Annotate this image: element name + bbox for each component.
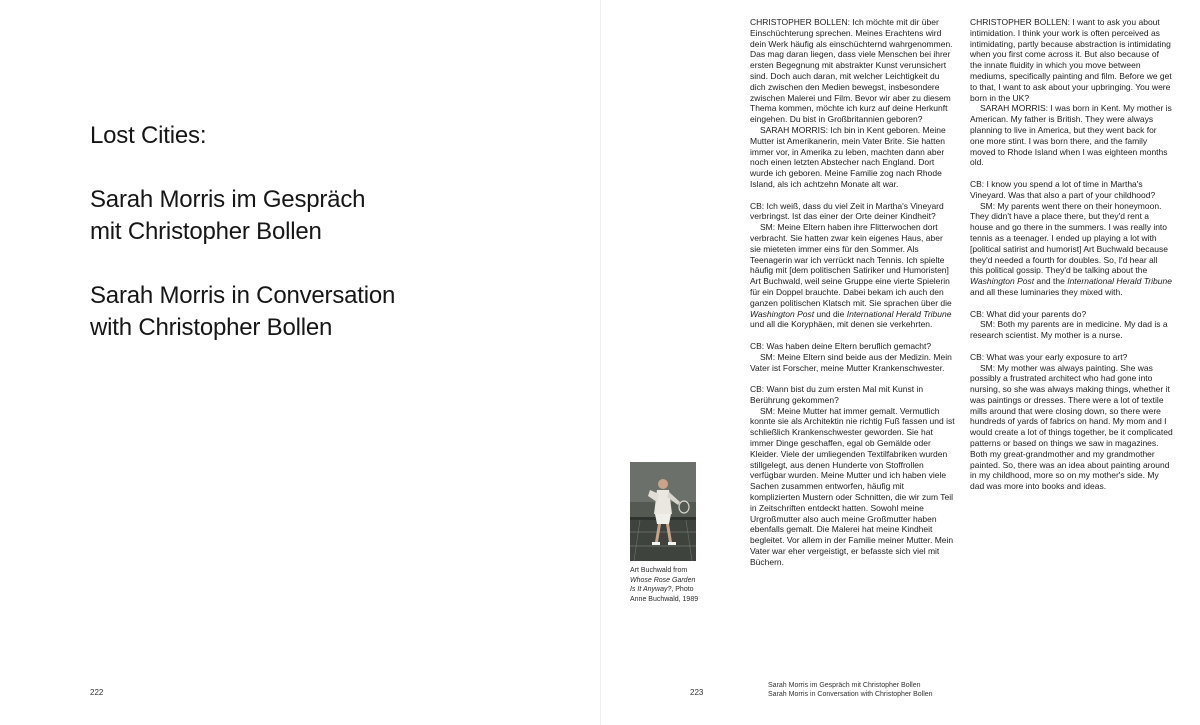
en-paragraph: SM: Both my parents are in medicine. My dad is a research scientist. My mother is a nurse. [970,319,1168,341]
running-head-german: Sarah Morris im Gespräch mit Christopher Bollen [768,682,921,689]
caption-line-1: Art Buchwald from [630,567,688,574]
de-paragraph: SM: Meine Eltern sind beide aus der Medizin. Mein Vater ist Forscher, meine Mutter Krankenschwester. [750,351,952,373]
tennis-player-illustration [630,462,696,561]
page-gutter [600,0,601,725]
de-text-italic: Washington Post [750,308,815,319]
caption-line-3-suffix: , Photo [671,586,694,593]
en-paragraph: CB: What was your early exposure to art? [970,351,1128,362]
en-paragraph: SM: My mother was always painting. She was possibly a frustrated architect who had gone into nursing, so she was always making things, whether it was paintings or dresses. There were a lot of textile mills around that were closing down, so there were hundreds of yards of fabrics on hand. My mom and I would create a lot of things together, be it complicated patterns or based on things we saw in magazines. Both my great-grandmother and my grandmother painted. So, there was an idea about painting around in my childhood, more so on my mother's side. My dad was more into books and ideas. [970,362,1173,492]
caption-title-line-2: Is It Anyway? [630,586,672,593]
tennis-photo [630,462,696,561]
title-line-3: mit Christopher Bollen [90,218,322,245]
german-column [750,17,955,568]
title-line-4: Sarah Morris in Conversation [90,282,396,309]
en-paragraph [970,201,1173,298]
de-paragraph [750,222,955,330]
title-line-2: Sarah Morris im Gespräch [90,186,366,213]
title-spacer [90,248,510,280]
page-number-right: 223 [690,688,704,697]
de-text: und die [814,308,847,319]
de-text: und all die Koryphäen, mit denen sie verkehrten. [750,319,933,330]
en-text-italic: Washington Post [970,276,1035,287]
en-paragraph: CB: What did your parents do? [970,308,1087,319]
running-head [768,681,933,699]
en-text: SM: My parents went there on their honeymoon. They didn't have a place there, but they'd rent a house and go there in the summers. I was really into tennis as a teenager. I ended up playing a lot with [political satirist and humorist] Art Buchwald because they'd needed a fourth for doubles. So, I'd hear all this political gossip. They'd be talking about the [970,200,1168,276]
en-paragraph: SARAH MORRIS: I was born in Kent. My mother is American. My father is British. They were always planning to live in America, but they went back for one more stint. I was born there, and the family moved to Rhode Island when I was eighteen months old. [970,103,1172,168]
page-number-left: 222 [90,688,104,697]
photo-caption [630,566,720,604]
en-paragraph: CB: I know you spend a lot of time in Martha's Vineyard. Was that also a part of your childhood? [970,178,1156,200]
title-block [90,120,510,344]
de-paragraph: SM: Meine Mutter hat immer gemalt. Vermutlich konnte sie als Architektin nie richtig Fuß fassen und ist schließlich Krankenschwester geworden. Sie hat immer Dinge geschaffen, egal ob Gemälde oder Kleider. Viele der umliegenden Textilfabriken wurden stillgelegt, aus denen Hunderte von Stoffrollen verfügbar wurden. Meine Mutter und ich haben viele Sachen zusammen entworfen, häufig mit komplizierten Mustern oder Schnitten, die wir zum Teil in Zeitschriften entdeckt hatten. Sowohl meine Urgroßmutter also auch meine Großmutter haben ebenfalls gemalt. Die Malerei hat meine Kindheit begleitet. Vor allem in der Familie meiner Mutter. Mein Vater war eher vergeistigt, er befasste sich viel mit Büchern. [750,405,955,567]
de-text-italic: International Herald Tribune [846,308,952,319]
en-text-italic: International Herald Tribune [1067,276,1172,287]
en-text: and all these luminaries they mixed with. [970,286,1123,297]
de-text: SM: Meine Eltern haben ihre Flitterwochen dort verbracht. Sie hatten zwar kein eigenes Haus, aber sie mieteten immer eins für den Sommer. Als Teenagerin war ich verrückt nach Tennis. Ich spielte häufig mit [dem politischen Satiriker und Humoristen] Art Buchwald, weil seine Gruppe eine vierte Spielerin für ein Doppel brauchte. Dabei bekam ich auch den ganzen politischen Klatsch mit. Sie sprachen über die [750,222,952,308]
english-column [970,17,1173,492]
running-head-english: Sarah Morris in Conversation with Christopher Bollen [768,691,933,698]
title-line-5: with Christopher Bollen [90,314,333,341]
en-paragraph: CHRISTOPHER BOLLEN: I want to ask you about intimidation. I think your work is often perceived as intimidating, partly because abstraction is intimidating when you first come across it. But also because of the innate fluidity in which you move between mediums, specifically painting and film. Before we get to that, I want to ask about your upbringing. You were born in the UK? [970,17,1172,103]
de-paragraph: CB: Wann bist du zum ersten Mal mit Kunst in Berührung gekommen? [750,384,924,405]
de-paragraph: CB: Was haben deine Eltern beruflich gemacht? [750,340,932,351]
en-text: and the [1034,276,1068,287]
caption-title-line-1: Whose Rose Garden [630,576,696,584]
de-paragraph: SARAH MORRIS: Ich bin in Kent geboren. Meine Mutter ist Amerikanerin, mein Vater Brite. Sie hatten immer vor, in Amerika zu leben, machten dann aber noch einen letzten Abstecher nach England. Dort wurde ich geboren. Meine Familie zog nach Rhode Island, als ich achtzehn Monate alt war. [750,124,946,189]
title-spacer [90,152,510,184]
title-line-1: Lost Cities: [90,122,207,149]
de-paragraph: CHRISTOPHER BOLLEN: Ich möchte mit dir über Einschüchterung sprechen. Meines Erachtens wird dein Werk häufig als einschüchternd wahrgenommen. Das mag daran liegen, dass viele Menschen bei ihrer ersten Begegnung mit abstrakter Kunst verunsichert sind. Doch auch daran, mit welcher Leichtigkeit du dich zwischen den Medien bewegst, insbesondere zwischen Malerei und Film. Bevor wir aber zu diesem Thema kommen, möchte ich kurz auf deine Herkunft eingehen. Du bist in Großbritannien geboren? [750,17,953,125]
de-paragraph: CB: Ich weiß, dass du viel Zeit in Martha's Vineyard verbringst. Ist das einer der Orte deiner Kindheit? [750,200,944,222]
caption-line-4: Anne Buchwald, 1989 [630,595,699,603]
